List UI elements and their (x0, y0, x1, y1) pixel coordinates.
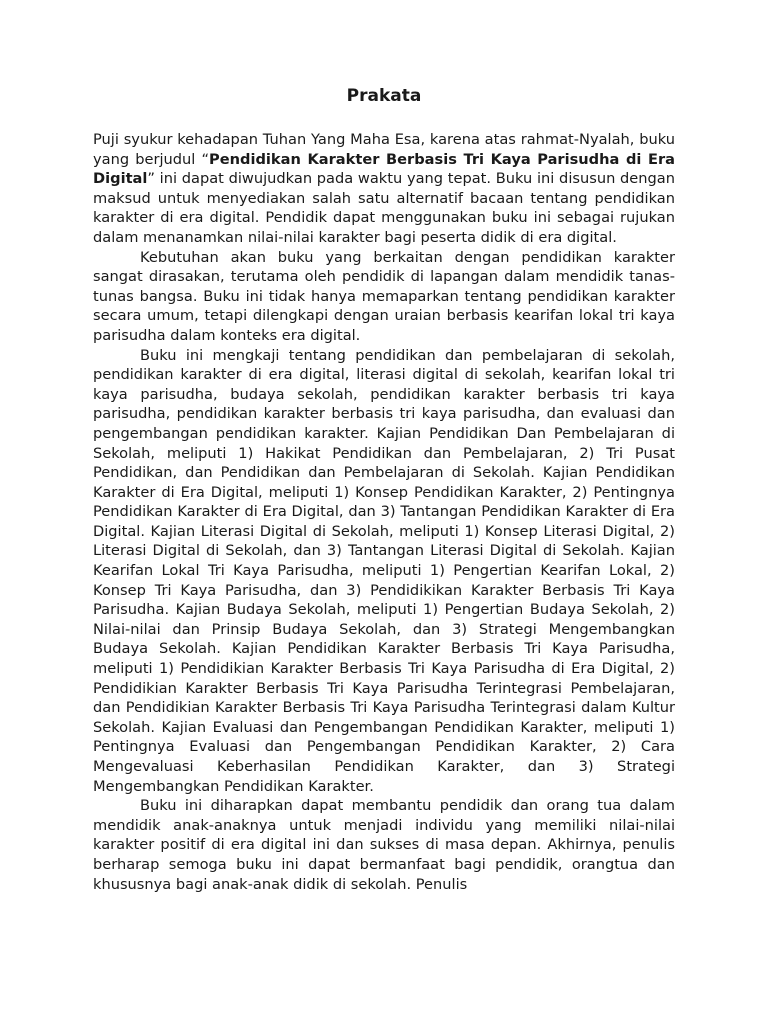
paragraph-1 (93, 130, 675, 248)
paragraph-2: Kebutuhan akan buku yang berkaitan dengan pendidikan karakter sangat dirasakan, terutama oleh pendidik di lapangan dalam mendidik tanas-tunas bangsa. Buku ini tidak hanya memaparkan tentang pendidikan karakter secara umum, tetapi dilengkapi dengan uraian berbasis kearifan lokal tri kaya parisudha dalam konteks era digital. (93, 248, 675, 344)
document-page (93, 84, 675, 894)
page-title: Prakata (346, 86, 422, 106)
paragraph-3: Buku ini mengkaji tentang pendidikan dan pembelajaran di sekolah, pendidikan karakter di era digital, literasi digital di sekolah, kearifan lokal tri kaya parisudha, budaya sekolah, pendidikan karakter berbasis tri kaya parisudha, pendidikan karakter berbasis tri kaya parisudha, dan evaluasi dan pengembangan pendidikan karakter. Kajian Pendidikan Dan Pembelajaran di Sekolah, meliputi 1) Hakikat Pendidikan dan Pembelajaran, 2) Tri Pusat Pendidikan, dan Pendidikan dan Pembelajaran di Sekolah. Kajian Pendidikan Karakter di Era Digital, meliputi 1) Konsep Pendidikan Karakter, 2) Pentingnya Pendidikan Karakter di Era Digital, dan 3) Tantangan Pendidikan Karakter di Era Digital. Kajian Literasi Digital di Sekolah, meliputi 1) Konsep Literasi Digital, 2) Literasi Digital di Sekolah, dan 3) Tantangan Literasi Digital di Sekolah. Kajian Kearifan Lokal Tri Kaya Parisudha, meliputi 1) Pengertian Kearifan Lokal, 2) Konsep Tri Kaya Parisudha, dan 3) Pendidikikan Karakter Berbasis Tri Kaya Parisudha. Kajian Budaya Sekolah, meliputi 1) Pengertian Budaya Sekolah, 2) Nilai-nilai dan Prinsip Budaya Sekolah, dan 3) Strategi Mengembangkan Budaya Sekolah. Kajian Pendidikan Karakter Berbasis Tri Kaya Parisudha, meliputi 1) Pendidikian Karakter Berbasis Tri Kaya Parisudha di Era Digital, 2) Pendidikian Karakter Berbasis Tri Kaya Parisudha Terintegrasi Pembelajaran, dan Pendidikian Karakter Berbasis Tri Kaya Parisudha Terintegrasi dalam Kultur Sekolah. Kajian Evaluasi dan Pengembangan Pendidikan Karakter, meliputi 1) Pentingnya Evaluasi dan Pengembangan Pendidikan Karakter, 2) Cara Mengevaluasi Keberhasilan Pendidikan Karakter, dan 3) Strategi Mengembangkan Pendidikan Karakter. (93, 346, 675, 795)
paragraph-1-intro: Puji syukur kehadapan Tuhan Yang Maha Esa, karena atas rahmat-Nyalah, buku yang berjudul “ (93, 131, 675, 168)
book-title-bold: Pendidikan Karakter Berbasis Tri Kaya Parisudha di Era Digital (93, 150, 675, 188)
paragraph-1-rest: ” ini dapat diwujudkan pada waktu yang tepat. Buku ini disusun dengan maksud untuk menyediakan salah satu alternatif bacaan tentang pendidikan karakter di era digital. Pendidik dapat menggunakan buku ini sebagai rujukan dalam menanamkan nilai-nilai karakter bagi peserta didik di era digital. (93, 170, 675, 246)
paragraph-4: Buku ini diharapkan dapat membantu pendidik dan orang tua dalam mendidik anak-anaknya untuk menjadi individu yang memiliki nilai-nilai karakter positif di era digital ini dan sukses di masa depan. Akhirnya, penulis berharap semoga buku ini dapat bermanfaat bagi pendidik, orangtua dan khususnya bagi anak-anak didik di sekolah. Penulis (93, 797, 675, 893)
